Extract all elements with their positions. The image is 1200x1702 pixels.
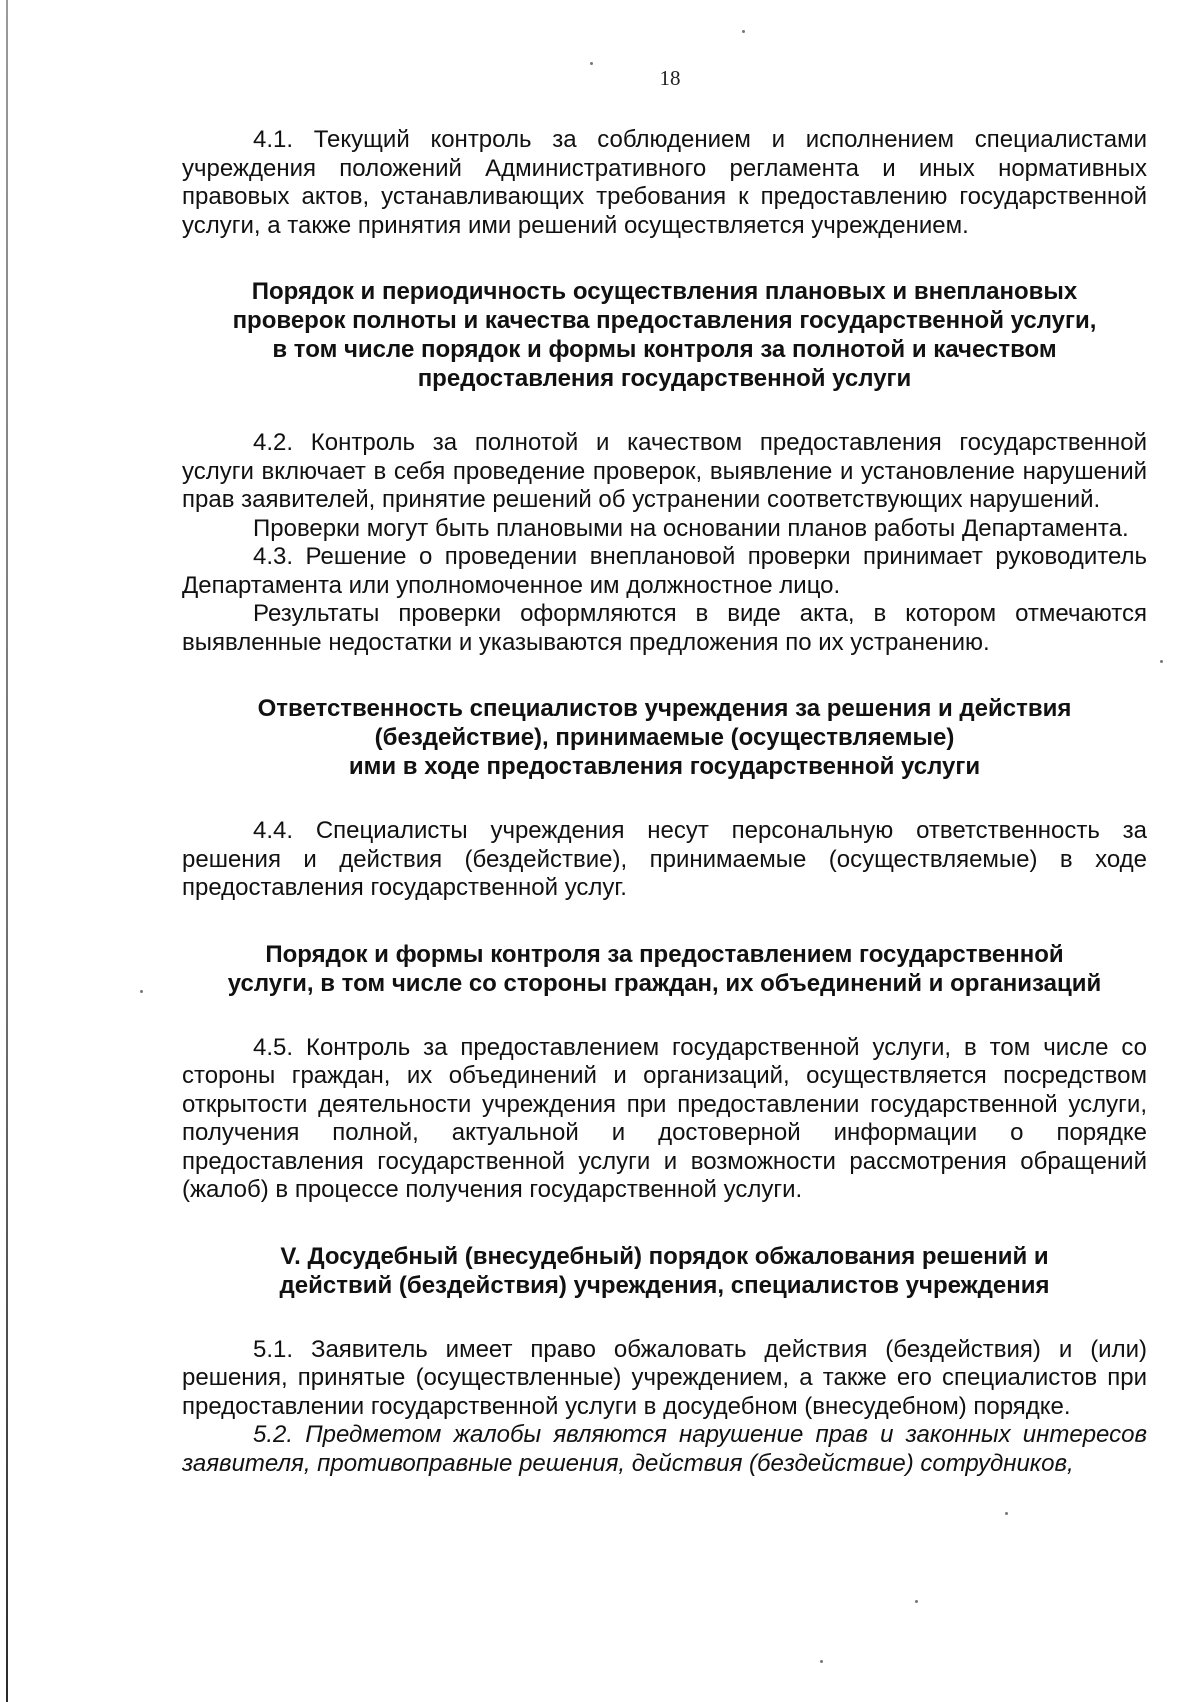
document-body	[182, 126, 1147, 1478]
paragraph-4-1: 4.1. Текущий контроль за соблюдением и исполнением специалистами учреждения положений Административного регламента и иных нормативных правовых актов, устанавливающих требования к предоставлению государственной услуги, а также принятия ими решений осуществляется учреждением.	[182, 126, 1147, 239]
paragraph-5-2: 5.2. Предметом жалобы являются нарушение прав и законных интересов заявителя, противоправные решения, действия (бездействие) сотрудников,	[182, 1421, 1147, 1477]
scan-speck	[820, 1660, 823, 1663]
heading-line: действий (бездействия) учреждения, специалистов учреждения	[279, 1271, 1050, 1299]
page-number: 18	[659, 66, 681, 90]
heading-inspections-procedure	[182, 277, 1147, 393]
scan-speck	[140, 990, 143, 993]
heading-line: (бездействие), принимаемые (осуществляемые)	[374, 724, 955, 751]
scan-speck	[915, 1600, 918, 1603]
paragraph-4-2: 4.2. Контроль за полнотой и качеством предоставления государственной услуги включает в себя проведение проверок, выявление и установление нарушений прав заявителей, принятие решений об устранении соответствующих нарушений.	[182, 429, 1147, 513]
heading-line: Порядок и периодичность осуществления плановых и внеплановых	[251, 278, 1078, 305]
heading-section-v	[182, 1242, 1147, 1300]
heading-line: проверок полноты и качества предоставления государственной услуги,	[232, 307, 1097, 334]
heading-control-forms	[182, 940, 1147, 998]
heading-line: услуги, в том числе со стороны граждан, их объединений и организаций	[227, 969, 1102, 997]
paragraph-5-1: 5.1. Заявитель имеет право обжаловать действия (бездействия) и (или) решения, принятые (осуществленные) учреждением, а также его специалистов при предоставлении государственной услуги в досудебном (внесудебном) порядке.	[182, 1335, 1147, 1420]
paragraph-4-4: 4.4. Специалисты учреждения несут персональную ответственность за решения и действия (бездействие), принимаемые (осуществляемые) в ходе предоставления государственной услуг.	[182, 817, 1147, 901]
heading-line: Ответственность специалистов учреждения за решения и действия	[257, 695, 1072, 722]
paragraph-4-5: 4.5. Контроль за предоставлением государственной услуги, в том числе со стороны граждан, их объединений и организаций, осуществляется посредством открытости деятельности учреждения при предоставлении государственной услуги, получения полной, актуальной и достоверной информации о порядке предоставления государственной услуги и возможности рассмотрения обращений (жалоб) в процессе получения государственной услуги.	[182, 1033, 1147, 1203]
paragraph-inspections-planned: Проверки могут быть плановыми на основании планов работы Департамента.	[253, 514, 1129, 542]
heading-line: Порядок и формы контроля за предоставлением государственной	[265, 940, 1064, 968]
paragraph-4-3: 4.3. Решение о проведении внеплановой проверки принимает руководитель Департамента или уполномоченное им должностное лицо.	[182, 543, 1147, 599]
scan-speck	[590, 62, 593, 65]
heading-line: предоставления государственной услуги	[417, 365, 912, 392]
scan-speck	[742, 30, 745, 33]
scan-edge-line	[6, 0, 8, 1702]
heading-line: ими в ходе предоставления государственной услуги	[348, 753, 981, 780]
paragraph-inspection-results: Результаты проверки оформляются в виде акта, в котором отмечаются выявленные недостатки и указываются предложения по их устранению.	[182, 600, 1147, 656]
heading-line: V. Досудебный (внесудебный) порядок обжалования решений и	[280, 1242, 1049, 1270]
scan-speck	[1160, 660, 1163, 663]
scan-speck	[1005, 1512, 1008, 1515]
heading-specialist-responsibility	[182, 694, 1147, 781]
heading-line: в том числе порядок и формы контроля за полнотой и качеством	[272, 336, 1057, 363]
